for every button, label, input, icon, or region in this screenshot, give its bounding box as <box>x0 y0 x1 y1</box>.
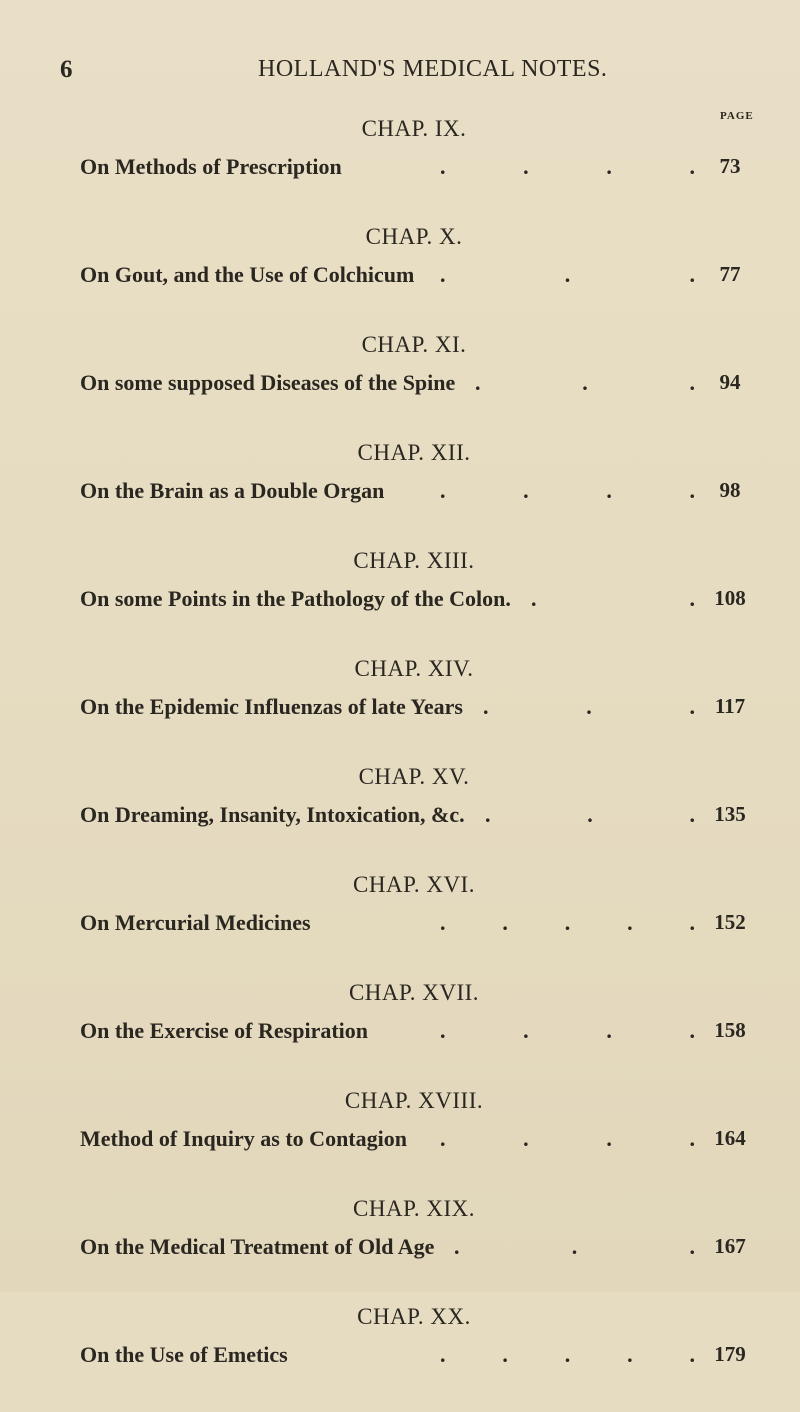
leader-dot: . <box>454 1234 460 1259</box>
leader-dot: . <box>606 1126 612 1151</box>
leader-dot: . <box>485 802 491 827</box>
leader-dot: . <box>440 1018 446 1043</box>
leader-dots <box>440 262 695 288</box>
chapter-page-number: 98 <box>719 478 741 502</box>
toc-entry <box>0 1088 800 1196</box>
leader-dot: . <box>689 154 695 179</box>
chapter-title: On the Brain as a Double Organ <box>80 478 385 503</box>
leader-dot: . <box>689 802 695 827</box>
chapter-page-number: 179 <box>714 1342 746 1366</box>
leader-dot: . <box>502 910 508 935</box>
leader-dot: . <box>606 154 612 179</box>
chapter-title: On Gout, and the Use of Colchicum <box>80 262 415 287</box>
leader-dot: . <box>627 1342 633 1367</box>
chapter-title: On the Use of Emetics <box>80 1342 288 1367</box>
leader-dot: . <box>523 1126 529 1151</box>
chapter-page-number: 152 <box>714 910 746 934</box>
leader-dot: . <box>689 910 695 935</box>
leader-dots <box>485 802 695 828</box>
leader-dot: . <box>440 910 446 935</box>
leader-dot: . <box>689 370 695 395</box>
leader-dot: . <box>564 262 571 287</box>
leader-dot: . <box>531 586 537 611</box>
chapter-title: On Dreaming, Insanity, Intoxication, &c. <box>80 802 465 827</box>
leader-dot: . <box>483 694 489 719</box>
chapter-heading: CHAP. XVIII. <box>344 1088 484 1113</box>
leader-dot: . <box>689 694 695 719</box>
toc-entry <box>0 548 800 656</box>
leader-dots <box>440 1126 695 1152</box>
leader-dot: . <box>523 154 529 179</box>
toc-entry <box>0 980 800 1088</box>
chapter-heading: CHAP. XIX. <box>353 1196 475 1221</box>
leader-dots <box>483 694 695 720</box>
leader-dots <box>440 1018 695 1044</box>
toc-entry <box>0 764 800 872</box>
chapter-heading: CHAP. XIV. <box>354 656 474 681</box>
leader-dot: . <box>564 1342 571 1367</box>
table-of-contents <box>0 116 800 1412</box>
leader-dot: . <box>689 1018 695 1043</box>
leader-dot: . <box>571 1234 578 1259</box>
chapter-page-number: 77 <box>719 262 741 286</box>
chapter-title: On some supposed Diseases of the Spine <box>80 370 456 395</box>
leader-dot: . <box>586 694 592 719</box>
chapter-page-number: 135 <box>714 802 746 826</box>
leader-dot: . <box>564 910 571 935</box>
page-column-label: PAGE <box>720 110 754 122</box>
chapter-heading: CHAP. XIII. <box>353 548 475 573</box>
toc-entry <box>0 1196 800 1304</box>
leader-dot: . <box>689 586 695 611</box>
toc-entry <box>0 116 800 224</box>
chapter-page-number: 94 <box>719 370 741 394</box>
chapter-title: On Mercurial Medicines <box>80 910 311 935</box>
chapter-page-number: 158 <box>714 1018 746 1042</box>
chapter-heading: CHAP. XVII. <box>348 980 480 1005</box>
leader-dots <box>475 370 695 396</box>
chapter-title: On the Epidemic Influenzas of late Years <box>80 694 463 719</box>
leader-dot: . <box>502 1342 508 1367</box>
chapter-heading: CHAP. XI. <box>361 332 467 357</box>
leader-dots <box>440 478 695 504</box>
leader-dots <box>440 1342 695 1368</box>
page-number: 6 <box>60 56 73 83</box>
leader-dots <box>531 586 695 612</box>
toc-entry <box>0 872 800 980</box>
leader-dots <box>454 1234 695 1260</box>
toc-entry <box>0 224 800 332</box>
leader-dot: . <box>587 802 593 827</box>
chapter-title: On the Exercise of Respiration <box>80 1018 369 1043</box>
chapter-page-number: 73 <box>719 154 741 178</box>
chapter-heading: CHAP. XII. <box>357 440 471 465</box>
leader-dot: . <box>689 262 695 287</box>
leader-dots <box>440 154 695 180</box>
leader-dot: . <box>606 1018 612 1043</box>
chapter-title: On the Medical Treatment of Old Age <box>80 1234 435 1259</box>
chapter-heading: CHAP. XV. <box>358 764 470 789</box>
leader-dot: . <box>582 370 588 395</box>
chapter-page-number: 164 <box>714 1126 746 1150</box>
leader-dot: . <box>440 262 446 287</box>
leader-dots <box>440 910 695 936</box>
leader-dot: . <box>523 478 529 503</box>
leader-dot: . <box>627 910 633 935</box>
chapter-page-number: 108 <box>714 586 746 610</box>
chapter-heading: CHAP. XVI. <box>353 872 475 897</box>
toc-entry <box>0 1304 800 1412</box>
leader-dot: . <box>606 478 612 503</box>
chapter-heading: CHAP. IX. <box>361 116 467 141</box>
chapter-heading: CHAP. X. <box>365 224 463 249</box>
chapter-title: Method of Inquiry as to Contagion <box>80 1126 407 1151</box>
toc-entry <box>0 332 800 440</box>
chapter-page-number: 167 <box>714 1234 746 1258</box>
page-header <box>0 56 800 86</box>
leader-dot: . <box>689 478 695 503</box>
chapter-page-number: 117 <box>714 694 746 718</box>
leader-dot: . <box>689 1126 695 1151</box>
leader-dot: . <box>475 370 481 395</box>
chapter-heading: CHAP. XX. <box>357 1304 471 1329</box>
leader-dot: . <box>440 1342 446 1367</box>
toc-entry <box>0 440 800 548</box>
running-head: HOLLAND'S MEDICAL NOTES. <box>258 56 608 82</box>
leader-dot: . <box>523 1018 529 1043</box>
leader-dot: . <box>689 1234 695 1259</box>
toc-entry <box>0 656 800 764</box>
leader-dot: . <box>440 154 446 179</box>
leader-dot: . <box>440 1126 446 1151</box>
leader-dot: . <box>689 1342 695 1367</box>
leader-dot: . <box>440 478 446 503</box>
chapter-title: On some Points in the Pathology of the Colon. <box>80 586 511 611</box>
chapter-title: On Methods of Prescription <box>80 154 342 179</box>
